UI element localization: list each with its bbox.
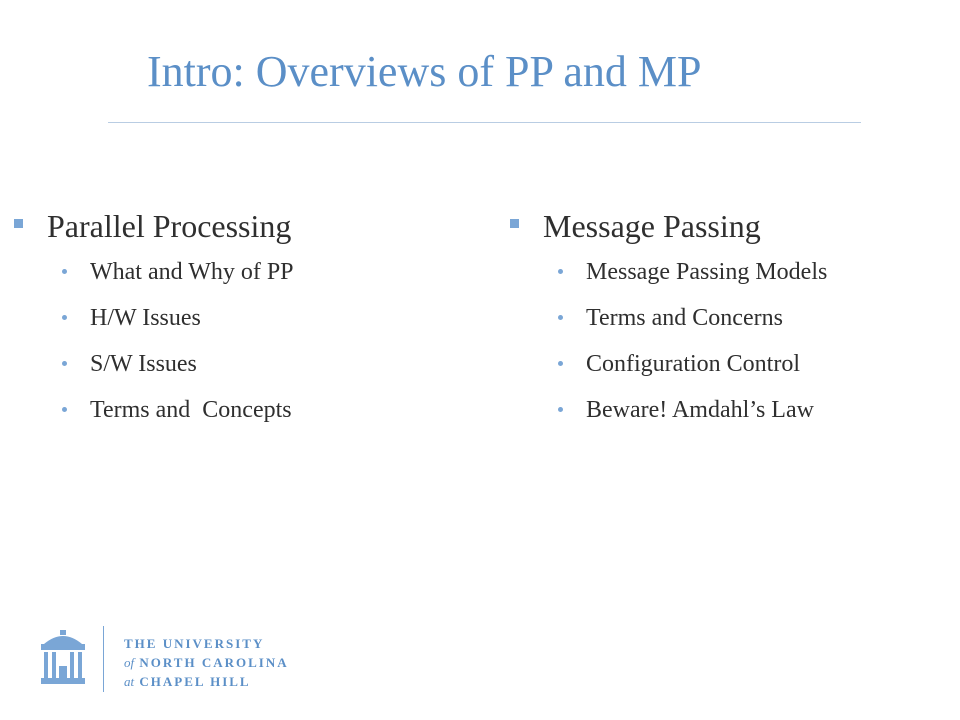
dot-bullet-icon	[62, 315, 67, 320]
slide-title: Intro: Overviews of PP and MP	[147, 47, 702, 96]
column-heading: Message Passing	[543, 208, 761, 244]
list-item-text: Beware! Amdahl’s Law	[586, 397, 814, 423]
square-bullet-icon	[510, 219, 519, 228]
dot-bullet-icon	[558, 407, 563, 412]
dot-bullet-icon	[558, 269, 563, 274]
old-well-icon	[38, 626, 88, 686]
logo-line-3	[124, 672, 289, 691]
list-item-text: What and Why of PP	[90, 259, 294, 285]
list-item-text: S/W Issues	[90, 351, 197, 377]
dot-bullet-icon	[62, 407, 67, 412]
logo-divider	[103, 626, 104, 692]
list-item-text: Configuration Control	[586, 351, 800, 377]
column-heading: Parallel Processing	[47, 208, 292, 244]
list-item-text: H/W Issues	[90, 305, 201, 331]
dot-bullet-icon	[558, 315, 563, 320]
logo-line-3-text: CHAPEL HILL	[139, 674, 251, 689]
list-item-text: Terms and Concepts	[90, 397, 292, 423]
list-item-text: Message Passing Models	[586, 259, 828, 285]
university-logo	[38, 626, 308, 696]
logo-line-3-prefix: at	[124, 674, 135, 689]
title-divider	[108, 122, 861, 123]
dot-bullet-icon	[558, 361, 563, 366]
logo-line-2-prefix: of	[124, 655, 135, 670]
dot-bullet-icon	[62, 361, 67, 366]
logo-wordmark	[124, 634, 289, 691]
logo-line-2-text: NORTH CAROLINA	[139, 655, 289, 670]
list-item-text: Terms and Concerns	[586, 305, 783, 331]
dot-bullet-icon	[62, 269, 67, 274]
logo-line-2	[124, 653, 289, 672]
square-bullet-icon	[14, 219, 23, 228]
logo-line-1: THE UNIVERSITY	[124, 636, 265, 651]
